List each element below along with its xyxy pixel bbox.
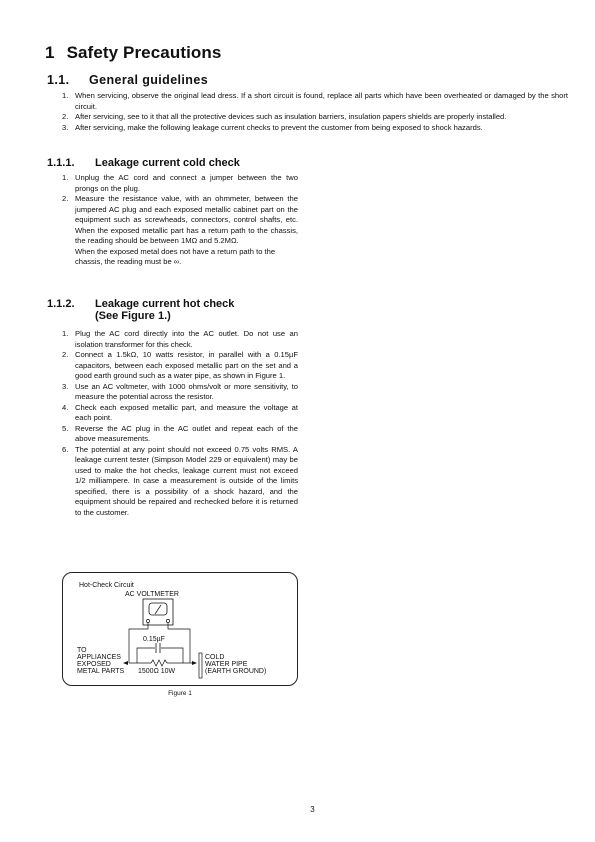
list-item: 3. After servicing, make the following leakage current checks to prevent the customer from being exposed to shock hazards. xyxy=(62,122,483,132)
right-arrow-icon xyxy=(192,661,197,665)
list-item: 6. The potential at any point should not exceed 0.75 volts RMS. A leakage current tester (Simpson Model 229 or equivalent) may be used to make the hot checks, leakage current must not exceed 1/2 milliampere. In case a measurement is outside of the limits specified, there is a possibility of a shock hazard, and the equipment should be repaired and rechecked before it is returned to the customer. xyxy=(62,444,298,517)
left-label-line: APPLIANCES xyxy=(77,654,121,661)
circuit-title: Hot-Check Circuit xyxy=(79,582,134,589)
section-1-1-number: 1.1. xyxy=(47,73,70,87)
right-label-line: WATER PIPE xyxy=(205,661,248,668)
list-item: 2. After servicing, see to it that all the protective devices such as insulation barriers, insulation papers shields are properly installed. xyxy=(62,112,507,121)
ground-pipe-icon xyxy=(199,653,202,678)
resistor-label: 1500Ω 10W xyxy=(138,668,176,675)
section-1-1-2-title: Leakage current hot check xyxy=(95,298,235,310)
left-label-line: TO xyxy=(77,647,87,654)
section-1-1-heading xyxy=(47,73,208,87)
page-number: 3 xyxy=(310,805,315,814)
cold-check-list xyxy=(62,173,298,268)
list-item: 3. Use an AC voltmeter, with 1000 ohms/volt or more sensitivity, to measure the potential across the resistor. xyxy=(62,381,298,401)
section-1-1-2-subtitle: (See Figure 1.) xyxy=(95,310,171,322)
voltmeter-icon xyxy=(143,599,173,625)
hot-check-list xyxy=(62,329,298,518)
resistor-icon xyxy=(151,660,167,666)
section-1-1-2-heading xyxy=(47,298,234,322)
left-arrow-icon xyxy=(123,661,128,665)
list-item: 5. Reverse the AC plug in the AC outlet and repeat each of the above measurements. xyxy=(62,423,298,443)
capacitor-icon xyxy=(137,643,183,663)
capacitor-label: 0.15µF xyxy=(143,636,165,643)
section-1-1-1-title: Leakage current cold check xyxy=(95,157,240,169)
section-1-1-2-number: 1.1.2. xyxy=(47,298,75,310)
right-label-line: (EARTH GROUND) xyxy=(205,668,267,675)
list-item: 2. Measure the resistance value, with an ohmmeter, between the jumpered AC plug and each exposed metallic cabinet part on the equipment such as screwheads, connectors, control shafts, etc. When the exposed metallic part has a return path to the chassis, the reading should be between 1MΩ and 5.2MΩ. When the exposed metal does not have a return path to the chassis, the reading must be ∞. xyxy=(62,194,298,266)
hot-check-circuit-figure xyxy=(62,572,298,686)
list-item: 1. Unplug the AC cord and connect a jumper between the two prongs on the plug. xyxy=(62,173,298,193)
page-title xyxy=(45,43,221,63)
list-item: 1. When servicing, observe the original lead dress. If a short circuit is found, replace all parts which have been overheated or damaged by the short circuit. xyxy=(62,91,568,111)
meter-label: AC VOLTMETER xyxy=(125,591,179,598)
title-number: 1 xyxy=(45,43,55,62)
cold-check-extra: When the exposed metal does not have a return path to the chassis, the reading must be ∞. xyxy=(75,246,276,266)
right-label-line: COLD xyxy=(205,654,225,661)
list-item: 1. Plug the AC cord directly into the AC outlet. Do not use an isolation transformer for this check. xyxy=(62,329,298,349)
left-label-line: METAL PARTS xyxy=(77,668,125,675)
figure-caption: Figure 1 xyxy=(168,690,192,697)
general-guidelines-list xyxy=(62,91,568,133)
title-text: Safety Precautions xyxy=(66,43,222,62)
circuit-diagram xyxy=(63,573,299,687)
section-1-1-title: General guidelines xyxy=(89,73,209,87)
list-item: 4. Check each exposed metallic part, and measure the voltage at each point. xyxy=(62,402,298,422)
left-label-line: EXPOSED xyxy=(77,661,111,668)
list-item: 2. Connect a 1.5kΩ, 10 watts resistor, in parallel with a 0.15µF capacitors, between each exposed metallic part on the set and a good earth ground such as a water pipe, as shown in Figure 1. xyxy=(62,350,298,380)
section-1-1-1-number: 1.1.1. xyxy=(47,157,75,169)
section-1-1-1-heading xyxy=(47,157,240,169)
